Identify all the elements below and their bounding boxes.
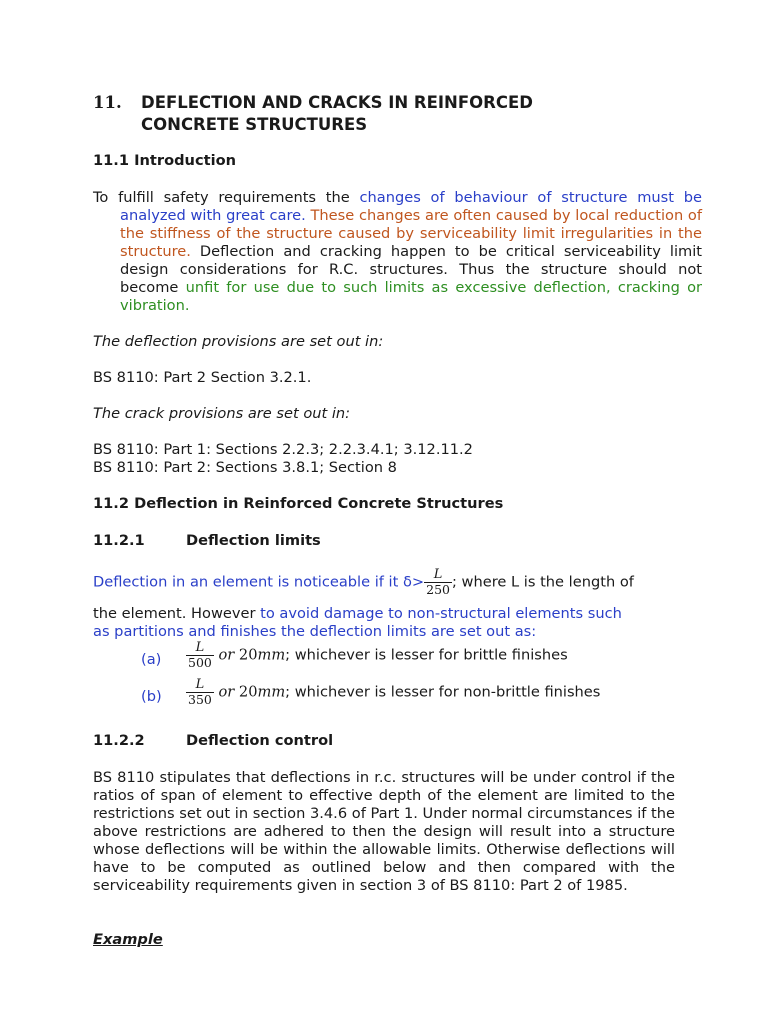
item-a-text: ; whichever is lesser for brittle finishes bbox=[285, 646, 568, 664]
chapter-number: 11. bbox=[93, 93, 122, 112]
deflection-ref: BS 8110: Part 2 Section 3.2.1. bbox=[93, 369, 312, 386]
fraction-numerator: L bbox=[433, 567, 443, 582]
avoid-damage-text: to avoid damage to non-structural elements such bbox=[260, 605, 622, 622]
example-label: Example bbox=[93, 931, 163, 948]
intro-text-blue: changes of behaviour of structure must be analyzed with great care. bbox=[120, 189, 702, 224]
fraction-denominator: 350 bbox=[188, 692, 212, 707]
or-word: or bbox=[218, 646, 235, 664]
fraction-numerator: L bbox=[195, 677, 205, 692]
intro-text-orange: These changes are often caused by local reduction of the stiffness of the structure caused by serviceability limit irregularities in the structure. bbox=[120, 207, 702, 260]
length-text: ; where L is the length of bbox=[452, 573, 634, 591]
fraction-l-350 bbox=[186, 678, 214, 707]
item-b-text: ; whichever is lesser for non-brittle finishes bbox=[285, 683, 601, 701]
section-heading-11-2-1: Deflection limits bbox=[186, 532, 321, 549]
section-heading-11-2: 11.2 Deflection in Reinforced Concrete Structures bbox=[93, 495, 504, 512]
fraction-denominator: 250 bbox=[426, 582, 450, 597]
deflection-intro: The deflection provisions are set out in: bbox=[93, 333, 384, 350]
intro-text-1: To fulfill safety requirements the bbox=[93, 189, 360, 206]
mm-unit: mm bbox=[257, 646, 286, 664]
item-b-label: (b) bbox=[141, 688, 162, 705]
noticeable-text: Deflection in an element is noticeable if it δ> bbox=[93, 573, 425, 591]
deflection-control-paragraph: BS 8110 stipulates that deflections in r.c. structures will be under control if the ratios of span of element to effective depth of the element are limited to the restrictions set out in section 3.4.6 of Part 1. Under normal circumstances if the above restrictions are adhered to then the design will result into a structure whose deflections will be within the allowable limits. Otherwise deflections will have to be computed as outlined below and then compared with the serviceability requirements given in section 3 of BS 8110: Part 2 of 1985. bbox=[93, 769, 675, 894]
item-b-formula bbox=[186, 678, 600, 707]
fraction-numerator: L bbox=[195, 640, 205, 655]
crack-ref-1: BS 8110: Part 1: Sections 2.2.3; 2.2.3.4.1; 3.12.11.2 bbox=[93, 441, 473, 458]
fraction-l-500 bbox=[186, 641, 214, 670]
crack-intro: The crack provisions are set out in: bbox=[93, 405, 351, 422]
section-number-11-2-2: 11.2.2 bbox=[93, 732, 145, 749]
section-heading-11-1: 11.1 Introduction bbox=[93, 152, 236, 169]
fraction-l-250 bbox=[424, 568, 452, 597]
fraction-denominator: 500 bbox=[188, 655, 212, 670]
mm-unit: mm bbox=[257, 683, 286, 701]
chapter-title-line1: DEFLECTION AND CRACKS IN REINFORCED bbox=[141, 93, 533, 112]
chapter-title-line2: CONCRETE STRUCTURES bbox=[141, 115, 368, 134]
section-heading-11-2-2: Deflection control bbox=[186, 732, 334, 749]
deflection-limit-line3: as partitions and finishes the deflection limits are set out as: bbox=[93, 623, 537, 640]
item-a-formula bbox=[186, 641, 568, 670]
mm-value: 20 bbox=[238, 683, 258, 701]
item-a-label: (a) bbox=[141, 651, 162, 668]
intro-paragraph bbox=[93, 189, 702, 315]
crack-ref-2: BS 8110: Part 2: Sections 3.8.1; Section 8 bbox=[93, 459, 397, 476]
section-number-11-2-1: 11.2.1 bbox=[93, 532, 145, 549]
or-word: or bbox=[218, 683, 235, 701]
deflection-limit-line2 bbox=[93, 605, 622, 622]
intro-text-2: Deflection and cracking happen to be critical serviceability limit design considerations for R.C. structures. Thus the structure should not become bbox=[120, 243, 702, 296]
mm-value: 20 bbox=[238, 646, 258, 664]
deflection-limit-line1 bbox=[93, 568, 634, 597]
however-text: the element. However bbox=[93, 605, 261, 622]
intro-text-green: unfit for use due to such limits as excessive deflection, cracking or vibration. bbox=[120, 279, 702, 314]
